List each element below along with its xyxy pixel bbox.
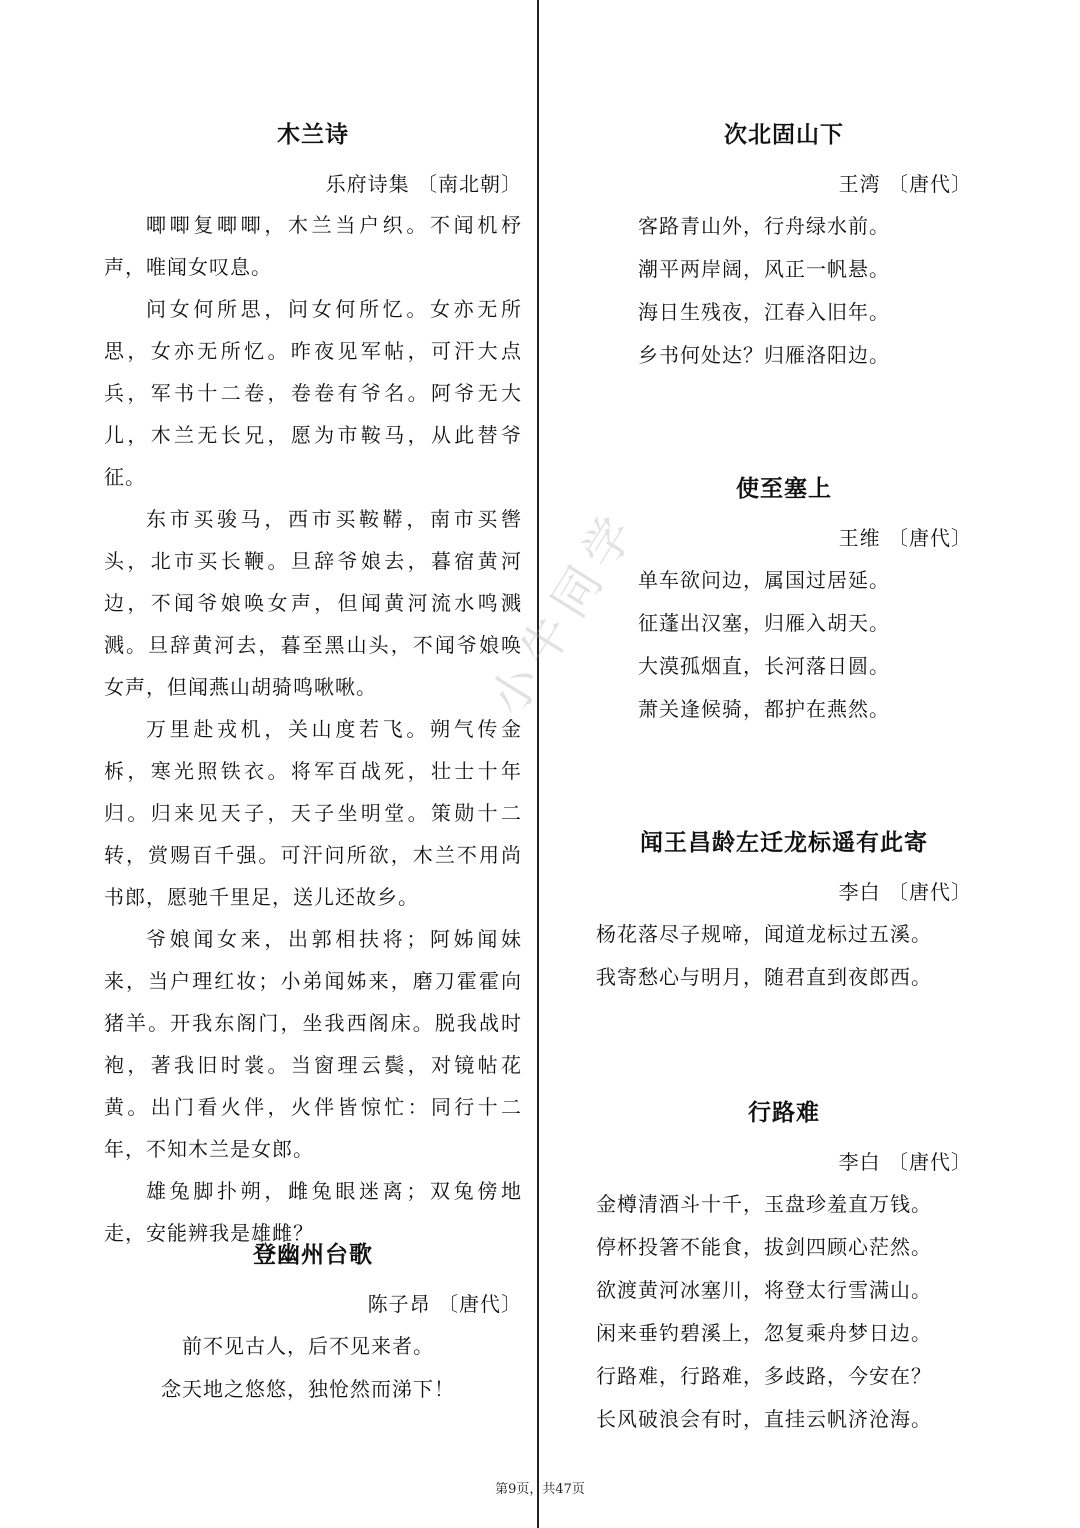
paragraph: 雄兔脚扑朔，雌兔眼迷离；双兔傍地走，安能辨我是雄雌？	[104, 1179, 522, 1245]
poem-line: 征蓬出汉塞，归雁入胡天。	[638, 611, 890, 635]
poem-line: 潮平两岸阔，风正一帆悬。	[638, 257, 890, 281]
page-number-footer: 第9页，共47页	[495, 1482, 585, 1497]
paragraph: 爷娘闻女来，出郭相扶将；阿姊闻妹来，当户理红妆；小弟闻姊来，磨刀霍霍向猪羊。开我东阁门，坐我西阁床。脱我战时袍，著我旧时裳。当窗理云鬓，对镜帖花黄。出门看火伴，火伴皆惊忙：同行十二年，不知木兰是女郎。	[104, 927, 522, 1161]
poem-line: 闲来垂钓碧溪上，忽复乘舟梦日边。	[596, 1321, 932, 1345]
poem-title-xinglunan: 行路难	[748, 1100, 820, 1126]
poem-author-mulan: 乐府诗集 〔南北朝〕	[325, 172, 522, 196]
poem-body-mulan	[104, 204, 522, 1254]
watermark: 小牛同学	[479, 499, 650, 726]
poem-line: 萧关逢候骑，都护在燕然。	[638, 697, 890, 721]
poem-author-beigu: 王湾 〔唐代〕	[838, 172, 972, 196]
poem-line: 海日生残夜，江春入旧年。	[638, 300, 890, 324]
poem-title-mulan: 木兰诗	[277, 122, 349, 148]
column-divider	[537, 0, 539, 1528]
poem-line: 乡书何处达？归雁洛阳边。	[638, 343, 890, 367]
poem-title-wangchangling: 闻王昌龄左迁龙标遥有此寄	[640, 830, 928, 856]
poem-author-youzhou: 陈子昂 〔唐代〕	[367, 1292, 522, 1316]
poem-line: 大漠孤烟直，长河落日圆。	[638, 654, 890, 678]
poem-author-saishang: 王维 〔唐代〕	[838, 526, 972, 550]
poem-author-xinglunan: 李白 〔唐代〕	[838, 1150, 972, 1174]
poem-line: 前不见古人，后不见来者。	[182, 1334, 434, 1358]
paragraph: 万里赴戎机，关山度若飞。朔气传金柝，寒光照铁衣。将军百战死，壮士十年归。归来见天子，天子坐明堂。策勋十二转，赏赐百千强。可汗问所欲，木兰不用尚书郎，愿驰千里足，送儿还故乡。	[104, 717, 522, 909]
poem-line: 欲渡黄河冰塞川，将登太行雪满山。	[596, 1278, 932, 1302]
paragraph: 唧唧复唧唧，木兰当户织。不闻机杼声，唯闻女叹息。	[104, 213, 522, 279]
poem-line: 单车欲问边，属国过居延。	[638, 568, 890, 592]
poem-title-saishang: 使至塞上	[736, 476, 832, 502]
paragraph: 问女何所思，问女何所忆。女亦无所思，女亦无所忆。昨夜见军帖，可汗大点兵，军书十二卷，卷卷有爷名。阿爷无大儿，木兰无长兄，愿为市鞍马，从此替爷征。	[104, 297, 522, 489]
poem-line: 念天地之悠悠，独怆然而涕下！	[161, 1377, 455, 1401]
poem-line: 客路青山外，行舟绿水前。	[638, 214, 890, 238]
poem-title-youzhou: 登幽州台歌	[253, 1242, 373, 1268]
paragraph: 东市买骏马，西市买鞍鞯，南市买辔头，北市买长鞭。旦辞爷娘去，暮宿黄河边，不闻爷娘唤女声，但闻黄河流水鸣溅溅。旦辞黄河去，暮至黑山头，不闻爷娘唤女声，但闻燕山胡骑鸣啾啾。	[104, 507, 522, 699]
poem-line: 停杯投箸不能食，拔剑四顾心茫然。	[596, 1235, 932, 1259]
poem-line: 杨花落尽子规啼，闻道龙标过五溪。	[596, 922, 932, 946]
poem-line: 行路难，行路难，多歧路，今安在？	[596, 1364, 932, 1388]
poem-line: 长风破浪会有时，直挂云帆济沧海。	[596, 1407, 932, 1431]
poem-line: 我寄愁心与明月，随君直到夜郎西。	[596, 965, 932, 989]
poem-author-wangchangling: 李白 〔唐代〕	[838, 880, 972, 904]
poem-title-beigu: 次北固山下	[724, 122, 844, 148]
poem-line: 金樽清酒斗十千，玉盘珍羞直万钱。	[596, 1192, 932, 1216]
